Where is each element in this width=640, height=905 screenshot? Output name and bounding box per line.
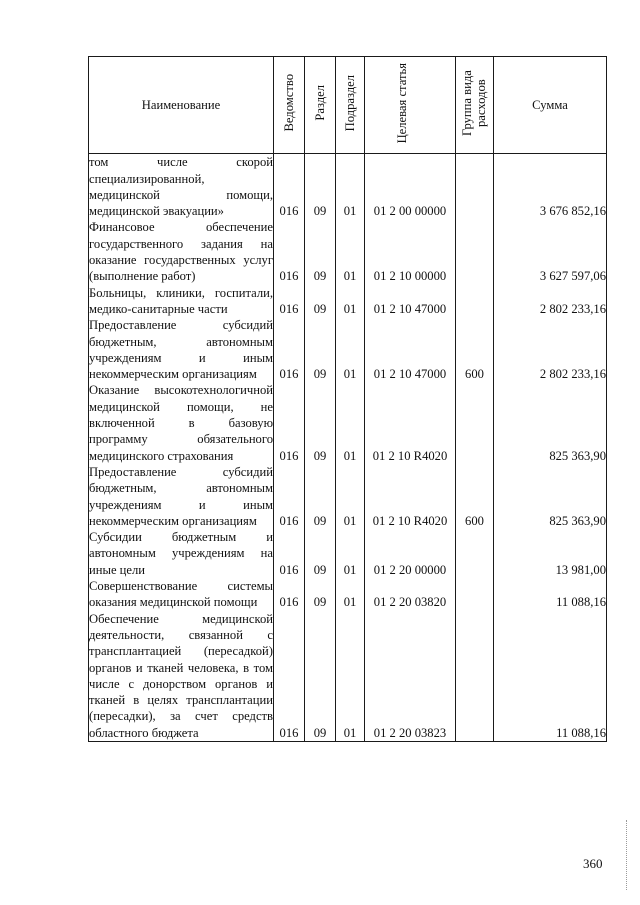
row-name: Финансовое обеспечение государственного задания на оказание государственных услуг (выполнение работ) [89, 220, 273, 284]
row-target: 01 2 20 03823 [365, 611, 456, 742]
table-row [89, 464, 607, 529]
scan-margin-marks [626, 820, 629, 890]
row-section: 09 [305, 611, 336, 742]
table-row [89, 285, 607, 318]
row-sum: 825 363,90 [494, 382, 607, 463]
page-number: 360 [583, 856, 603, 871]
table-row [89, 611, 607, 742]
row-ministry: 016 [274, 529, 305, 578]
row-name: Оказание высокотехнологичной медицинской помощи, не включенной в базовую программу обязательного медицинского страхования [89, 383, 273, 463]
row-subsection: 01 [336, 219, 365, 284]
row-expense-group [456, 285, 494, 318]
table-row [89, 382, 607, 463]
row-ministry: 016 [274, 464, 305, 529]
row-target: 01 2 10 47000 [365, 317, 456, 382]
header-sum: Сумма [494, 57, 607, 154]
row-section: 09 [305, 464, 336, 529]
row-section: 09 [305, 529, 336, 578]
row-expense-group [456, 154, 494, 220]
row-section: 09 [305, 285, 336, 318]
row-ministry: 016 [274, 382, 305, 463]
row-subsection: 01 [336, 382, 365, 463]
row-ministry: 016 [274, 154, 305, 220]
row-ministry: 016 [274, 317, 305, 382]
header-subsection: Подраздел [336, 57, 365, 154]
row-subsection: 01 [336, 154, 365, 220]
row-section: 09 [305, 317, 336, 382]
row-section: 09 [305, 219, 336, 284]
row-expense-group: 600 [456, 464, 494, 529]
row-target: 01 2 20 03820 [365, 578, 456, 611]
row-expense-group [456, 578, 494, 611]
row-target: 01 2 10 R4020 [365, 464, 456, 529]
row-expense-group [456, 529, 494, 578]
row-name: Предоставление субсидий бюджетным, автономным учреждениям и иным некоммерческим организациям [89, 318, 273, 382]
header-ministry: Ведомство [274, 57, 305, 154]
row-section: 09 [305, 382, 336, 463]
row-target: 01 2 10 47000 [365, 285, 456, 318]
row-sum: 3 676 852,16 [494, 154, 607, 220]
header-target: Целевая статья [365, 57, 456, 154]
table-row [89, 578, 607, 611]
row-subsection: 01 [336, 578, 365, 611]
row-target: 01 2 10 00000 [365, 219, 456, 284]
row-name: Обеспечение медицинской деятельности, связанной с трансплантацией (пересадкой) органов и тканей человека, в том числе с донорством органов и тканей в целях трансплантации (пересадки), за счет средств областного бюджета [89, 611, 273, 740]
table-row [89, 317, 607, 382]
row-name: Субсидии бюджетным и автономным учреждениям на иные цели [89, 530, 273, 577]
row-sum: 11 088,16 [494, 611, 607, 742]
table-row [89, 154, 607, 220]
row-section: 09 [305, 154, 336, 220]
row-ministry: 016 [274, 578, 305, 611]
row-subsection: 01 [336, 611, 365, 742]
row-subsection: 01 [336, 529, 365, 578]
row-expense-group [456, 382, 494, 463]
row-expense-group [456, 611, 494, 742]
row-name: Предоставление субсидий бюджетным, автономным учреждениям и иным некоммерческим организациям [89, 464, 273, 528]
row-sum: 2 802 233,16 [494, 317, 607, 382]
row-name: том числе скорой специализированной, медицинской помощи, медицинской эвакуации» [89, 155, 273, 219]
row-expense-group: 600 [456, 317, 494, 382]
row-sum: 3 627 597,06 [494, 219, 607, 284]
header-expense-group: Группа вида расходов [456, 57, 494, 154]
row-subsection: 01 [336, 317, 365, 382]
row-subsection: 01 [336, 464, 365, 529]
header-name: Наименование [89, 57, 274, 154]
row-expense-group [456, 219, 494, 284]
row-section: 09 [305, 578, 336, 611]
row-name: Больницы, клиники, госпитали, медико-санитарные части [89, 285, 273, 316]
row-ministry: 016 [274, 219, 305, 284]
row-subsection: 01 [336, 285, 365, 318]
row-sum: 825 363,90 [494, 464, 607, 529]
row-target: 01 2 00 00000 [365, 154, 456, 220]
row-ministry: 016 [274, 611, 305, 742]
row-sum: 11 088,16 [494, 578, 607, 611]
row-ministry: 016 [274, 285, 305, 318]
table-row [89, 529, 607, 578]
header-section: Раздел [305, 57, 336, 154]
row-target: 01 2 20 00000 [365, 529, 456, 578]
header-row [89, 57, 607, 154]
row-target: 01 2 10 R4020 [365, 382, 456, 463]
row-name: Совершенствование системы оказания медицинской помощи [89, 579, 273, 610]
budget-table [88, 56, 607, 742]
table-row [89, 219, 607, 284]
row-sum: 2 802 233,16 [494, 285, 607, 318]
row-sum: 13 981,00 [494, 529, 607, 578]
